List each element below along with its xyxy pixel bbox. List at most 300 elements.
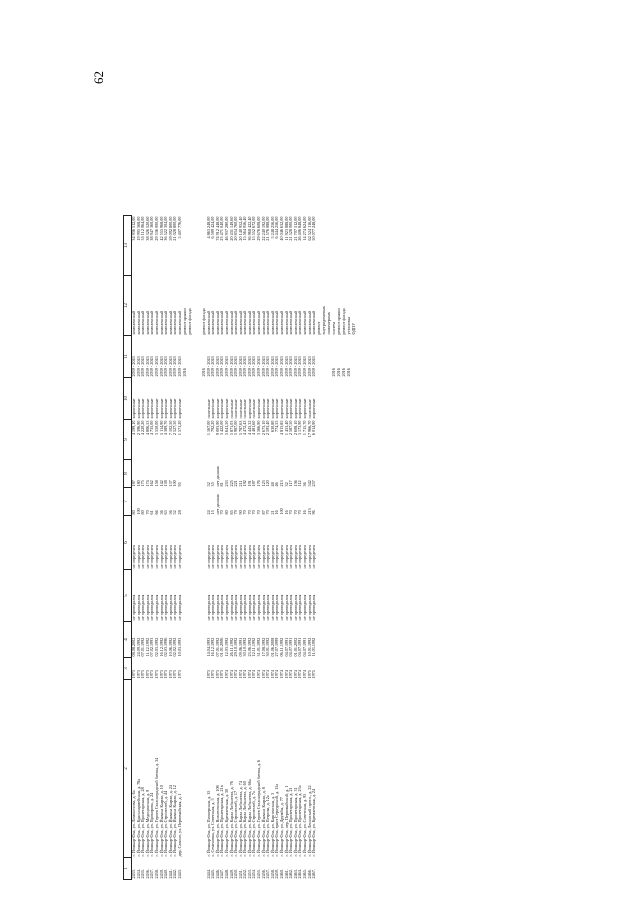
table-cell: 17 966,70 (306, 420, 312, 438)
table-cell: дер. Савино, ул. Первомайская, д. 1 (176, 793, 182, 857)
table-cell: не проводился (228, 594, 234, 621)
table-cell: кирпичные (269, 398, 275, 419)
table-cell: г. Йошкар-Ола, ул. Карпинская, д. 3 (269, 792, 275, 857)
table-cell: 2434. (135, 869, 141, 879)
table-cell: не определен (131, 544, 136, 569)
table-cell: 1974 (279, 670, 285, 679)
table-cell: 70 (288, 510, 294, 515)
table-cell: 2039 - 2043 (251, 356, 257, 377)
table-cell: 792,20 (210, 420, 216, 433)
table-cell: 29.10.1992 (233, 637, 239, 657)
table-cell: 4 389,70 (163, 420, 169, 436)
table-cell: 1973 (219, 670, 225, 679)
table-cell: 80 (140, 510, 146, 515)
table-cell: 96 (311, 510, 317, 515)
table-cell: 1973 (158, 670, 164, 679)
table-cell: г. Йошкар-Ола, ул. Медицинская, д. 9 (144, 789, 150, 857)
table-cell: панельные (237, 399, 243, 419)
table-cell: 21 528 000,00 (288, 216, 294, 241)
table-cell: нет данных (214, 494, 220, 515)
table-cell: 211 (237, 480, 243, 487)
table-cell: не проводился (265, 594, 271, 621)
table-cell: панельные (228, 399, 234, 419)
table-cell: 04.07.1991 (283, 637, 289, 657)
table-cell: не проводился (158, 594, 164, 621)
table-cell: 2 587,50 (288, 420, 294, 436)
table-cell: кирпичные (279, 398, 285, 419)
table-cell: 5 641,50 (223, 420, 229, 436)
table-cell: г. Йошкар-Ола, ул. Дружбы, д. 77 (279, 797, 285, 857)
table-cell: не определен (306, 544, 312, 569)
table-cell: 2456. (260, 869, 266, 879)
table-cell: 40 046 632,00 (279, 216, 285, 241)
table-cell: 70 (246, 510, 252, 515)
table-cell: панельные (242, 399, 248, 419)
table-cell: 11 923 888,00 (283, 216, 289, 241)
table-cell: 1974 (288, 670, 294, 679)
table-cell: комплексный (172, 310, 178, 335)
table-cell: не определен (297, 544, 303, 569)
table-cell: 2039 - 2043 (288, 356, 294, 377)
table-cell: 07.01.1992 (140, 637, 146, 657)
table-cell: 142 (158, 480, 164, 487)
table-cell: 2039 - 2043 (256, 356, 262, 377)
table-cell: 79 (233, 510, 239, 515)
table-cell: 24 (205, 510, 211, 515)
table-cell: 1974 (292, 670, 298, 679)
table-cell: 192 (242, 480, 248, 487)
table-cell: не определен (219, 544, 225, 569)
table-cell: 15 (210, 510, 216, 515)
table-cell: не определен (237, 544, 243, 569)
table-cell: 2441. (167, 869, 173, 879)
table-cell: 158 (153, 480, 159, 487)
table-cell: 2 396,90 (135, 420, 141, 436)
table-cell: не проводился (246, 594, 252, 621)
table-cell: 29 536 000,00 (153, 216, 159, 241)
note: ремонт крыши (335, 308, 341, 335)
table-cell: 61 (149, 510, 155, 515)
table-cell: 2039 - 2043 (237, 356, 243, 377)
table-cell: 56 (167, 510, 173, 515)
table-cell: комплексный (153, 310, 159, 335)
notes-block-bottom (317, 216, 357, 880)
table-cell: не определен (210, 544, 216, 569)
note: 2016 (335, 368, 341, 377)
table-cell: 02.03.1992 (153, 637, 159, 657)
table-cell: 87 (260, 510, 266, 515)
table-cell: кирпичные (144, 398, 150, 419)
table-cell: 95 (176, 482, 182, 487)
table-cell: комплексный (149, 310, 155, 335)
table-cell: 2039 - 2043 (176, 356, 182, 377)
table-cell: 16 (302, 510, 307, 515)
table-cell: 2039 - 2043 (140, 356, 146, 377)
table-cell: 52 (172, 510, 178, 515)
table-cell: 2039 - 2043 (158, 356, 164, 377)
table-cell: 4 443,32 (246, 420, 252, 436)
table-cell: 100 (279, 508, 285, 515)
table-cell: 2039 - 2043 (163, 356, 169, 377)
table-cell: 137 (167, 480, 173, 487)
table-cell: 1 715,70 (302, 420, 307, 436)
table-cell: 4 199,10 (131, 420, 136, 436)
table-cell: 2039 - 2043 (205, 356, 211, 377)
table-cell: г. Йошкар-Ола, ул. Йывана Кырли, д. 8 (260, 787, 266, 857)
table-cell: кирпичные (302, 398, 307, 419)
table-cell: 5 987,00 (233, 420, 239, 436)
table-cell: не проводился (149, 594, 155, 621)
table-cell: 90 (237, 510, 243, 515)
table-cell: 2467. (311, 869, 317, 879)
header-col-3: 3 (124, 658, 132, 680)
table-cell: 2039 - 2043 (228, 356, 234, 377)
table-cell: 2039 - 2043 (149, 356, 155, 377)
table-cell: комплексный (219, 310, 225, 335)
table-cell: 2039 - 2043 (131, 356, 136, 377)
table-cell: не определен (256, 544, 262, 569)
table-cell: г. Йошкар-Ола, ул. Карла Либкнехта, д. 60 (242, 781, 248, 857)
table-cell: г. Йошкар-Ола, ул. Пролетарская, д. 28 (140, 787, 146, 857)
table-cell: 2460. (279, 869, 285, 879)
table-cell: 180 (135, 480, 141, 487)
table-cell: не проводился (233, 594, 239, 621)
table-cell: 4 472,43 (242, 420, 248, 436)
table-cell: не проводился (279, 594, 285, 621)
header-col-8: 8 (124, 460, 132, 488)
note: 2016 (181, 368, 187, 377)
table-cell: 6 599 424,00 (210, 216, 216, 239)
table-cell: г. Йошкар-Ола, ул. Героев Сталинградской битвы, д. 6 (256, 759, 262, 857)
table-cell: 1974 (233, 670, 239, 679)
table-cell: 1974 (256, 670, 262, 679)
table-cell: 4 806,53 (144, 420, 150, 436)
table-cell: 21 707 312,00 (292, 216, 298, 241)
table-cell: не определен (176, 544, 182, 569)
housing-table (123, 215, 357, 880)
table-cell: не определен (140, 544, 146, 569)
table-cell: 5 871,03 (228, 420, 234, 436)
table-cell: 2039 - 2043 (279, 356, 285, 377)
table-cell: 70 (256, 510, 262, 515)
table-cell: комплексный (237, 310, 243, 335)
table-cell: не проводился (251, 594, 257, 621)
table-cell: комплексный (274, 310, 280, 335)
table-cell: не проводился (214, 594, 220, 621)
table-cell: г. Йошкар-Ола, ул. Йывана Кырли, д. 24 (167, 785, 173, 857)
table-cell: 225 (228, 480, 234, 487)
table-cell: 542 (306, 480, 312, 487)
table-cell: 2039 - 2043 (233, 356, 239, 377)
table-cell: не определен (149, 544, 155, 569)
table-cell: г. Йошкар-Ола, ул. Строителей, д. 7а (251, 791, 257, 857)
table-cell: 1973 (210, 670, 216, 679)
table-cell: 162 (149, 480, 155, 487)
table-cell: комплексный (246, 310, 252, 335)
table-cell: 1974 (302, 670, 307, 679)
table-cell: 70 (219, 510, 225, 515)
table-cell: панельные (251, 399, 257, 419)
table-cell: 2039 - 2043 (219, 356, 225, 377)
table-cell: 2039 - 2043 (242, 356, 248, 377)
table-cell: кирпичные (283, 398, 289, 419)
table-cell: 04.07.1991 (302, 637, 307, 657)
table-cell: 257 (311, 480, 317, 487)
table-cell: 21 028 800,00 (172, 216, 178, 241)
table-cell: 2447. (219, 869, 225, 879)
table-cell: не определен (274, 544, 280, 569)
table-cell: г. Йошкар-Ола, ул. Строителей, д. 17 (233, 790, 239, 857)
table-cell: 1974 (237, 670, 243, 679)
table-cell: 56 (302, 482, 307, 487)
note: 2016 (340, 368, 346, 377)
table-cell: 26.11.1992 (228, 637, 234, 657)
note: ремонт фасада (200, 308, 206, 335)
note: 2016 (330, 368, 336, 377)
table-cell: 213 (306, 508, 312, 515)
table-cell: 38 947 360,00 (149, 216, 155, 241)
table-cell: 2 608,10 (292, 420, 298, 436)
table-cell: 70 (144, 510, 150, 515)
table-cell: комплексный (176, 310, 182, 335)
table-cell: 774,55 (274, 420, 280, 433)
table-cell: 1974 (251, 670, 257, 679)
page-number: 62 (91, 71, 106, 84)
table-cell: 1973 (205, 670, 211, 679)
table-cell: 2039 - 2043 (246, 356, 252, 377)
table-cell: 2436. (144, 869, 150, 879)
table-cell: 21 (269, 510, 275, 515)
table-cell: не проводился (274, 594, 280, 621)
table-cell: 2039 - 2043 (302, 356, 307, 377)
table-cell: 100 (172, 480, 178, 487)
table-cell: не определен (302, 544, 307, 569)
table-cell: 138 (163, 480, 169, 487)
table-cell: 1 167,00 (205, 420, 211, 436)
table-cell: 2039 - 2043 (210, 356, 216, 377)
table-cell: 20 140 952,40 (237, 216, 243, 241)
header-col-5: 5 (124, 570, 132, 622)
table-cell: 2039 - 2043 (260, 356, 266, 377)
table-cell: комплексный (144, 310, 150, 335)
table-cell: 70 (265, 510, 271, 515)
table-cell: 176 (256, 480, 262, 487)
table-cell: 123 (260, 480, 266, 487)
table-cell: нет данных (214, 466, 220, 487)
table-cell: комплексный (306, 310, 312, 335)
header-col-9: 9 (124, 420, 132, 460)
table-cell: 35 112 064,00 (140, 216, 146, 241)
table-cell: 2454. (251, 869, 257, 879)
table-cell: 34 936 512,00 (131, 216, 136, 241)
table-cell: 2 673,10 (260, 420, 266, 436)
table-cell: 187 (131, 480, 136, 487)
table-cell: не проводился (167, 594, 173, 621)
note: 2016 (345, 368, 351, 377)
table-cell: не проводился (311, 594, 317, 621)
table-cell: 2 527,50 (172, 420, 178, 436)
table-cell: 08.08.2002 (131, 637, 136, 657)
table-cell: комплексный (311, 310, 317, 335)
table-cell: 1973 (135, 670, 141, 679)
table-cell: 2 593,40 (265, 420, 271, 436)
table-cell: 20 431 149,60 (228, 216, 234, 241)
rotated-table-block (91, 50, 615, 880)
table-cell: комплексный (210, 310, 216, 335)
table-cell: не определен (260, 544, 266, 569)
table-cell: 2457. (265, 869, 271, 879)
table-cell: 1973 (167, 670, 173, 679)
table-cell: г. Йошкар-Ола, ул. Пролетарская, д. 31 (292, 787, 298, 857)
table-cell: кирпичные (140, 398, 146, 419)
note: инженерных (325, 311, 331, 335)
table-cell: 1 453,40 (283, 420, 289, 436)
table-cell: комплексный (214, 310, 220, 335)
table-cell: не проводился (223, 594, 229, 621)
table-cell: 19 995 568,00 (135, 216, 141, 241)
table-cell: 2039 - 2043 (311, 356, 317, 377)
table-cell: 2452. (242, 869, 248, 879)
table-cell: 1973 (163, 670, 169, 679)
table-cell: 1974 (269, 670, 275, 679)
table-cell: 2039 - 2043 (292, 356, 298, 377)
table-cell: комплексный (131, 310, 136, 335)
table-cell: 48 (269, 482, 275, 487)
table-cell: 2039 - 2043 (135, 356, 141, 377)
notes-block-top (183, 216, 193, 880)
table-cell: 04.07.1991 (297, 637, 303, 657)
table-cell: кирпичные (172, 398, 178, 419)
table-cell: 04.07.1991 (288, 637, 294, 657)
table-cell: комплексный (297, 310, 303, 335)
table-cell: 2446. (214, 869, 220, 879)
table-cell: 2039 - 2043 (306, 356, 312, 377)
table-cell: 2039 - 2043 (269, 356, 275, 377)
table-cell: 56 (158, 510, 164, 515)
table-cell: 15 552 672,00 (251, 216, 257, 241)
table-cell: г. Йошкар-Ола, тракт Сернурский, д. 15а (274, 783, 280, 857)
table-cell: 2463. (292, 869, 298, 879)
table-cell: 2462. (288, 869, 294, 879)
table-cell: 50 077 248,00 (311, 216, 317, 241)
table-cell: с. Семеновка, ул. Советская, д. 5 (210, 798, 216, 857)
table-cell: кирпичные (167, 398, 173, 419)
table-cell: комплексный (269, 310, 275, 335)
table-cell: 221 (233, 480, 239, 487)
table-cell: 81 (219, 482, 225, 487)
table-cell: не определен (135, 544, 141, 569)
table-cell: 16 (283, 510, 289, 515)
table-cell: 1973 (131, 670, 136, 679)
table-cell: комплексный (205, 310, 211, 335)
table-cell: 2465. (302, 869, 307, 879)
table-cell: 02.02.1992 (172, 637, 178, 657)
table-cell: 36 522 304,00 (163, 216, 169, 241)
table-cell: не определен (172, 544, 178, 569)
table-cell: 175 (140, 480, 146, 487)
table-cell: кирпичные (297, 398, 303, 419)
table-cell: 2440. (163, 869, 169, 879)
table-cell: 5 248 256,00 (269, 216, 275, 239)
header-col-13: 13 (124, 216, 132, 276)
table-cell: не проводился (135, 594, 141, 621)
table-cell: г. Йошкар-Ола, ул. Героев Сталинградской битвы, д. 34 (153, 757, 159, 857)
table-cell: 16.12.1992 (158, 637, 164, 657)
table-cell: 70 (292, 510, 298, 515)
table-cell: 63 (163, 510, 169, 515)
table-cell: г. Йошкар-Ола, ул. Карла Либкнехта, д. 74 (237, 781, 243, 857)
table-cell: кирпичные (288, 398, 294, 419)
table-cell: не проводился (172, 594, 178, 621)
table-cell: не проводился (144, 594, 150, 621)
table-cell: кирпичные (135, 398, 141, 419)
header-col-1: 1 (124, 858, 132, 880)
table-cell: 1973 (214, 670, 220, 679)
table-cell: кирпичные (246, 398, 252, 419)
table-cell: 213 (279, 480, 285, 487)
table-cell: не определен (269, 544, 275, 569)
table-cell: 1973 (149, 670, 155, 679)
table-cell: 1975 (306, 670, 312, 679)
table-cell: комплексный (158, 310, 164, 335)
table-cell: 2453. (246, 869, 252, 879)
table-cell: 21 576 088,00 (265, 216, 271, 241)
table-cell: 46 (274, 482, 280, 487)
table-cell: г. Йошкар-Ола, ул. Карла Либкнехта, д. 76 (228, 781, 234, 857)
header-col-4: 4 (124, 622, 132, 658)
table-cell: 117 (288, 480, 294, 487)
table-cell: 2449. (228, 869, 234, 879)
table-cell: г. Йошкар-Ола, ул. Пролетарская, д. 23а (297, 785, 303, 857)
table-cell: 100 (135, 508, 141, 515)
table-cell: 2442. (172, 869, 178, 879)
table-cell: 36 968 422,40 (246, 216, 252, 241)
table-cell: комплексный (163, 310, 169, 335)
table-cell: 3 550,00 (153, 420, 159, 436)
table-cell: не проводился (140, 594, 146, 621)
table-body-bottom (207, 216, 317, 880)
table-cell: не определен (153, 544, 159, 569)
table-cell: 1974 (242, 670, 248, 679)
note: 2016 (200, 368, 206, 377)
table-cell: 09.06.1991 (237, 637, 243, 657)
table-cell: не определен (246, 544, 252, 569)
note: систем (330, 322, 336, 335)
table-cell: комплексный (228, 310, 234, 335)
table-cell: 27.07.1999 (274, 637, 280, 657)
table-cell: 01.01.2006 (219, 637, 225, 657)
table-cell: 74 912 448,00 (214, 216, 220, 241)
table-cell: 23.06.1992 (246, 637, 252, 657)
table-cell: 2455. (256, 869, 262, 879)
table-cell: г. Йошкар-Ола, ул. Вознесенская, д. 108 (214, 785, 220, 857)
table-cell: г. Йошкар-Ола, ул. Строителей, д. 44 (163, 790, 169, 857)
table-cell: комплексный (135, 310, 141, 335)
table-cell: 80 (131, 510, 136, 515)
table-cell: не определен (251, 544, 257, 569)
table-cell: 191 (246, 480, 252, 487)
table-cell: 5 787,63 (237, 420, 243, 436)
table-cell: 4 863 248,00 (205, 216, 211, 239)
table-cell: 1974 (274, 670, 280, 679)
table-cell: 2439. (158, 869, 164, 879)
table-cell: 10.03.1993 (176, 637, 182, 657)
table-cell: кирпичные (153, 398, 159, 419)
note: ремонт (315, 321, 321, 335)
table-cell: 29 676 608,00 (256, 216, 262, 241)
table-cell: не проводился (269, 594, 275, 621)
table-cell: не определен (283, 544, 289, 569)
